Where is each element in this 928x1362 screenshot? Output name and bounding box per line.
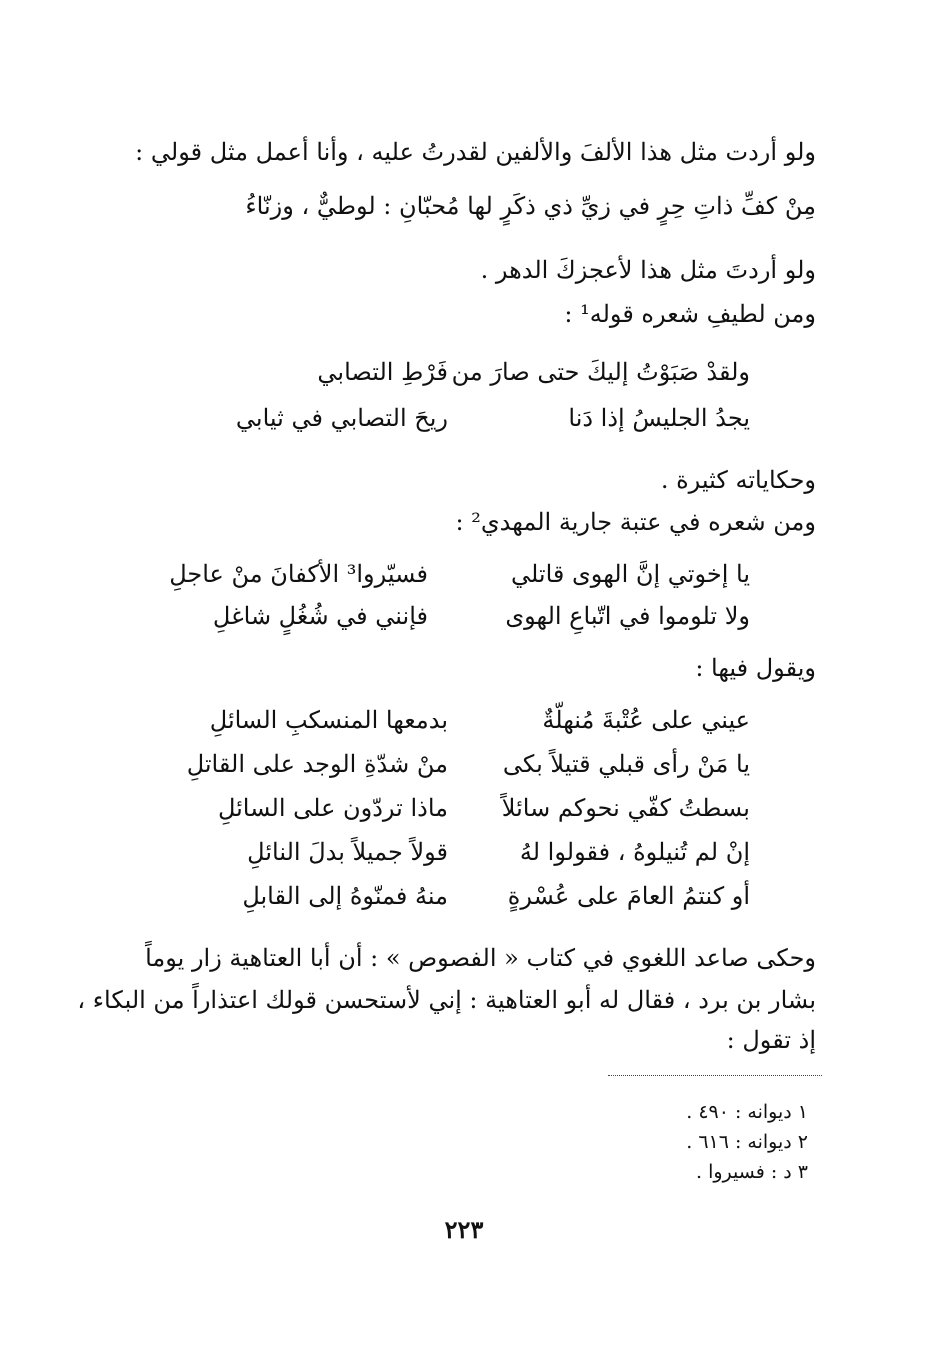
prose-line: ومن شعره في عتبة جارية المهدي² : [455,508,816,536]
footnote-separator [608,1075,822,1076]
verse-second-hemistich: قولاً جميلاً بدلَ النائلِ [247,838,448,866]
verse-second-hemistich: منهُ فمنّوهُ إلى القابلِ [242,882,448,910]
prose-line: ولو أردت مثل هذا الألفَ والألفين لقدرتُ عليه ، وأنا أعمل مثل قولي : [135,138,816,166]
verse-first-hemistich: عيني على عُتْبةَ مُنهلّةٌ [542,706,750,734]
prose-line: وحكاياته كثيرة . [660,466,816,494]
verse-second-hemistich: فسيّروا³ الأكفانَ منْ عاجلِ [169,560,428,588]
verse-first-hemistich: ولا تلوموا في اتّباعِ الهوى [505,602,750,630]
prose-line: وحكى صاعد اللغوي في كتاب « الفصوص » : أن أبا العتاهية زار يوماً [145,944,816,972]
footnote: ٣ د : فسيروا . [696,1161,808,1183]
verse-second-hemistich: منْ شدّةِ الوجد على القاتلِ [186,750,448,778]
prose-line: إذ تقول : [726,1026,816,1054]
footnote: ١ ديوانه : ٤٩٠ . [686,1101,808,1123]
verse-second-hemistich: ماذا تردّون على السائلِ [217,794,448,822]
prose-line: ومن لطيفِ شعره قوله¹ : [564,300,816,328]
verse-first-hemistich: يا مَنْ رأى قبلي قتيلاً بكى [502,750,750,778]
prose-line: ويقول فيها : [695,654,816,682]
footnote: ٢ ديوانه : ٦١٦ . [686,1131,808,1153]
verse-line-single: مِنْ كفِّ ذاتِ حِرٍ في زيِّ ذي ذكَرٍ لها مُحبّانِ : لوطيٌّ ، وزنّاءُ [245,192,816,220]
verse-first-hemistich: إنْ لم تُنيلوهُ ، فقولوا لهُ [519,838,750,866]
verse-second-hemistich: فإنني في شُغُلٍ شاغلِ [212,602,428,630]
verse-first-hemistich: أو كنتمُ العامَ على عُسْرةٍ [507,882,750,910]
verse-first-hemistich: يا إخوتي إنَّ الهوى قاتلي [510,560,750,588]
verse-second-hemistich: ريحَ التصابي في ثيابي [235,404,448,432]
prose-line: ولو أردتَ مثل هذا لأعجزكَ الدهر . [480,256,816,284]
verse-second-hemistich: فَرْطِ التصابي [317,358,448,386]
verse-first-hemistich: بسطتُ كفّي نحوكم سائلاً [501,794,750,822]
page-number: ٢٢٣ [444,1215,484,1244]
prose-line: بشار بن برد ، فقال له أبو العتاهية : إني لأستحسن قولك اعتذاراً من البكاء ، [77,986,816,1014]
verse-first-hemistich: يجدُ الجليسُ إذا دَنا [568,404,750,432]
verse-second-hemistich: بدمعها المنسكبِ السائلِ [209,706,448,734]
verse-first-hemistich: ولقدْ صَبَوْتُ إليكَ حتى صارَ من [451,358,750,386]
